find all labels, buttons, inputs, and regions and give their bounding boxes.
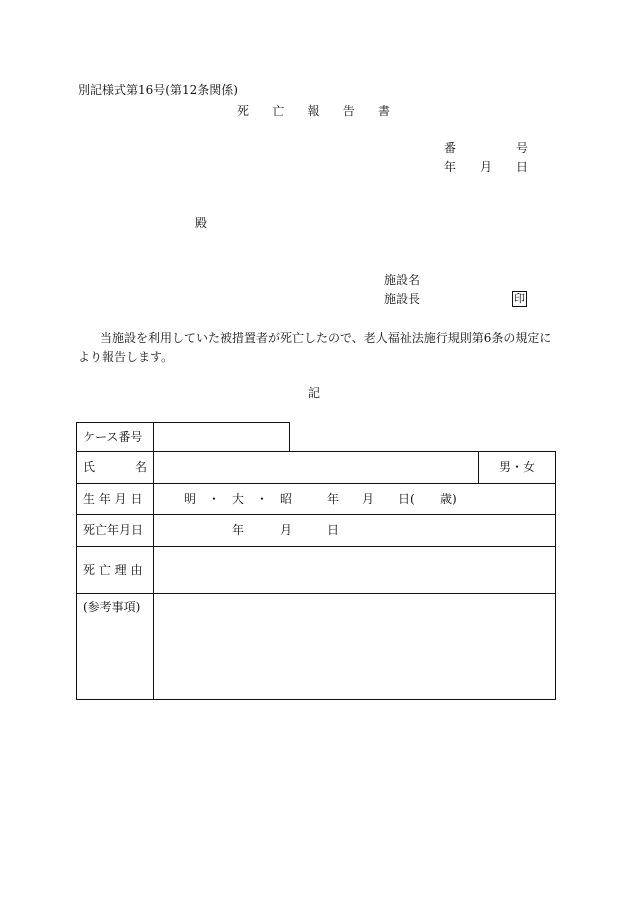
title-char: 告 — [342, 104, 355, 118]
birth-date-label: 生 年 月 日 — [83, 492, 143, 506]
birth-day-age-open: 日( — [398, 492, 415, 506]
date-day-label: 日 — [516, 160, 529, 174]
gender-options: 男・女 — [499, 460, 536, 474]
era-meiji: 明 — [184, 492, 197, 506]
birth-era-options — [184, 492, 292, 506]
table-row-line — [76, 483, 556, 484]
body-line-1: 当施設を利用していた被措置者が死亡したので、老人福祉法施行規則第6条の規定に — [100, 331, 552, 345]
facility-head-label: 施設長 — [384, 292, 421, 306]
body-line-2: より報告します。 — [78, 350, 174, 364]
era-taisho: 大 — [231, 492, 244, 506]
birth-month-label: 月 — [362, 492, 375, 506]
era-showa: 昭 — [279, 492, 292, 506]
death-month-label: 月 — [280, 523, 293, 537]
notes-label: (参考事項) — [83, 600, 141, 614]
death-reason-label: 死 亡 理 由 — [83, 563, 143, 577]
document-title — [237, 104, 390, 118]
seal-mark — [512, 291, 527, 307]
ki-label: 記 — [308, 386, 321, 400]
number-label-a: 番 — [444, 141, 457, 155]
table-row-line — [76, 593, 556, 594]
title-char: 亡 — [272, 104, 285, 118]
name-label-a: 氏 — [83, 460, 96, 474]
birth-age-close: 歳) — [440, 492, 457, 506]
date-year-label: 年 — [444, 160, 457, 174]
era-separator: ・ — [207, 492, 220, 506]
seal-glyph: 印 — [514, 292, 525, 305]
table-row-line — [76, 451, 556, 452]
number-label-b: 号 — [516, 141, 529, 155]
era-separator: ・ — [255, 492, 268, 506]
death-day-label: 日 — [327, 523, 340, 537]
death-date-label: 死亡年月日 — [83, 523, 144, 537]
birth-year-label: 年 — [327, 492, 340, 506]
table-row-line — [76, 514, 556, 515]
title-char: 死 — [237, 104, 250, 118]
title-char: 報 — [307, 104, 320, 118]
addressee-suffix: 殿 — [195, 216, 208, 230]
date-month-label: 月 — [480, 160, 493, 174]
name-label-b: 名 — [135, 460, 148, 474]
table-divider-label — [153, 422, 154, 700]
death-year-label: 年 — [232, 523, 245, 537]
table-border-top — [76, 422, 290, 423]
case-number-label: ケース番号 — [83, 430, 143, 444]
table-border-left — [76, 422, 77, 700]
title-char: 書 — [377, 104, 390, 118]
table-border-bottom — [76, 699, 556, 700]
facility-name-label: 施設名 — [384, 273, 421, 287]
table-divider-gender — [478, 451, 479, 483]
table-divider-case — [289, 422, 290, 451]
form-reference: 別記様式第16号(第12条関係) — [78, 83, 238, 97]
table-row-line — [76, 546, 556, 547]
table-border-right — [555, 451, 556, 700]
